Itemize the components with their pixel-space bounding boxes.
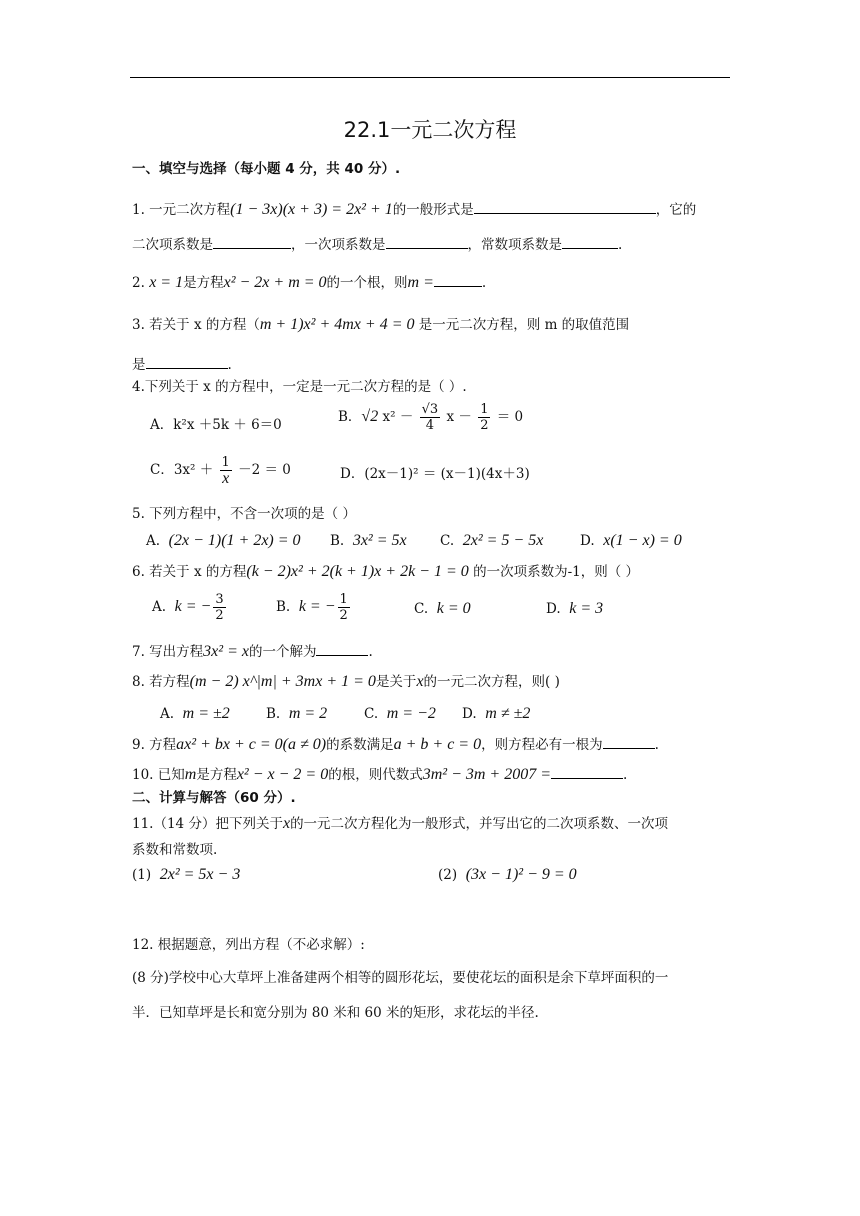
option-equation: x(1 − x) = 0 — [603, 532, 682, 549]
q11-part-1 — [132, 866, 240, 884]
option-label: A. — [146, 533, 161, 549]
q8-option-b[interactable] — [266, 705, 327, 723]
q6-option-a[interactable] — [152, 592, 228, 623]
q6-option-b[interactable] — [276, 592, 352, 623]
q7-text: 7. 写出方程 — [132, 644, 204, 660]
q11-text-2: 的一元二次方程化为一般形式，并写出它的二次项系数、一次项 — [290, 816, 669, 832]
option-label: C. — [440, 533, 455, 549]
q4-option-b-label: B． — [338, 409, 362, 425]
option-equation: k = − — [174, 598, 212, 615]
question-5-stem: 5. 下列方程中，不含一次项的是（ ） — [132, 506, 356, 522]
fraction-numerator: 1 — [339, 592, 348, 607]
option-equation: k = 0 — [436, 600, 471, 617]
q8-option-a[interactable] — [160, 705, 230, 723]
question-11-line-1 — [132, 815, 668, 833]
option-label: D. — [546, 601, 561, 617]
q3-text-4: . — [227, 357, 232, 373]
option-equation: m = 2 — [288, 705, 328, 722]
q9-text-2: 的系数满足 — [326, 737, 394, 753]
question-2 — [132, 272, 486, 292]
option-label: B. — [330, 533, 345, 549]
q4-option-a[interactable]: A．k²x ＋5k ＋ 6＝0 — [150, 417, 282, 433]
option-equation: m = ±2 — [182, 705, 230, 722]
q9-equation-2: a + b + c = 0 — [393, 736, 482, 753]
fraction-denominator: 2 — [480, 418, 489, 433]
q2-number: 2. — [132, 275, 145, 291]
q10-expression: 3m² − 3m + 2007 = — [422, 766, 552, 783]
q10-text-3: 的根，则代数式 — [328, 767, 423, 783]
q2-equation-1: x = 1 — [149, 274, 184, 291]
option-equation: 2x² = 5 − 5x — [462, 532, 544, 549]
option-equation: m ≠ ±2 — [485, 705, 531, 722]
part-equation: 2x² = 5x − 3 — [159, 866, 241, 883]
q10-text: 10. 已知 — [132, 767, 185, 783]
option-label: A. — [160, 706, 175, 722]
q2-text-3: . — [481, 275, 487, 291]
q2-text: 是方程 — [183, 275, 224, 291]
q8-variable: x — [416, 673, 424, 690]
question-12-line-3: 半．已知草坪是长和宽分别为 80 米和 60 米的矩形，求花坛的半径. — [132, 1005, 539, 1021]
q3-answer-blank[interactable] — [146, 354, 228, 369]
q1-text-5: ，一次项系数是 — [291, 237, 386, 253]
section-2-heading: 二、计算与解答（60 分）. — [132, 790, 296, 806]
q5-option-b[interactable] — [330, 532, 407, 550]
q7-text-2: 的一个解为 — [248, 644, 317, 660]
question-10 — [132, 764, 627, 784]
q4-option-c-term: C．3x² ＋ — [150, 462, 214, 478]
q6-equation: (k − 2)x² + 2(k + 1)x + 2k − 1 = 0 — [246, 563, 469, 580]
q11-part-2 — [438, 866, 577, 884]
fraction-numerator: √3 — [421, 402, 439, 417]
q2-equation-2: x² − 2x + m = 0 — [223, 274, 327, 291]
q9-answer-blank[interactable] — [603, 734, 655, 749]
q8-text-2: 是关于 — [375, 674, 417, 690]
q4-option-c-fraction — [220, 455, 232, 486]
question-4-stem: 4.下列关于 x 的方程中，一定是一元二次方程的是（ ）. — [132, 379, 467, 395]
q6-option-a-fraction — [213, 592, 225, 623]
q6-option-d[interactable] — [546, 600, 603, 618]
q1-text: 1. 一元二次方程 — [132, 202, 231, 218]
q6-text: 6. 若关于 x 的方程 — [132, 564, 247, 580]
q11-text: 11.（14 分）把下列关于 — [132, 816, 283, 832]
header-rule — [130, 77, 730, 78]
question-7 — [132, 641, 373, 661]
q7-equation: 3x² = x — [203, 643, 249, 660]
q11-variable: x — [282, 815, 291, 832]
option-equation: k = 3 — [569, 600, 604, 617]
q1-text-6: ，常数项系数是 — [467, 237, 562, 253]
q2-variable: m = — [407, 274, 434, 291]
part-label: (2) — [438, 867, 458, 883]
q8-option-d[interactable] — [462, 705, 530, 723]
q6-option-c[interactable] — [414, 600, 471, 618]
option-equation: (2x − 1)(1 + 2x) = 0 — [168, 532, 301, 549]
q4-option-c[interactable] — [150, 455, 291, 486]
q2-answer-blank[interactable] — [434, 272, 482, 287]
q1-equation: (1 − 3x)(x + 3) = 2x² + 1 — [230, 201, 393, 218]
q3-text: 3. 若关于 x 的方程（ — [132, 317, 260, 333]
q1-answer-blank-linear-coef[interactable] — [386, 234, 468, 249]
q7-text-3: . — [368, 644, 373, 660]
question-3-line-2 — [132, 354, 232, 374]
q4-option-b-term-2: x － — [446, 409, 472, 425]
q8-equation: (m − 2) x^|m| + 3mx + 1 = 0 — [189, 673, 376, 690]
option-label: A. — [152, 599, 167, 615]
part-equation: (3x − 1)² − 9 = 0 — [465, 866, 577, 883]
question-12-stem: 12. 根据题意，列出方程（不必求解）: — [132, 937, 365, 953]
page-title: 22.1一元二次方程 — [343, 118, 517, 142]
fraction-numerator: 1 — [480, 402, 489, 417]
option-equation: 3x² = 5x — [352, 532, 407, 549]
question-12-line-2: (8 分)学校中心大草坪上准备建两个相等的圆形花坛，要使花坛的面积是余下草坪面积的一 — [132, 970, 669, 986]
fraction-denominator: 2 — [215, 608, 224, 623]
q3-text-2: 是一元二次方程，则 m 的取值范围 — [418, 317, 630, 333]
question-11-line-2: 系数和常数项. — [132, 842, 218, 858]
q7-answer-blank[interactable] — [316, 641, 368, 656]
fraction-numerator: 1 — [221, 455, 230, 470]
q10-variable: m — [184, 766, 197, 783]
q9-equation: ax² + bx + c = 0(a ≠ 0) — [176, 736, 327, 753]
option-label: B. — [266, 706, 281, 722]
q8-option-c[interactable] — [364, 705, 436, 723]
option-label: C. — [414, 601, 429, 617]
question-8-stem — [132, 673, 560, 691]
fraction-denominator: 2 — [339, 608, 348, 623]
q10-answer-blank[interactable] — [551, 764, 623, 779]
q5-option-c[interactable] — [440, 532, 543, 550]
q10-text-4: . — [623, 767, 628, 783]
question-1-line-2 — [132, 234, 622, 254]
q6-option-b-fraction — [338, 592, 350, 623]
q1-answer-blank-constant[interactable] — [562, 234, 618, 249]
q4-option-d[interactable]: D．(2x－1)² ＝ (x－1)(4x＋3) — [340, 466, 530, 482]
q3-equation: m + 1)x² + 4mx + 4 = 0 — [259, 316, 415, 333]
q4-option-b-rhs: ＝ 0 — [496, 409, 524, 425]
q3-text-3: 是 — [132, 357, 146, 373]
part-label: (1) — [132, 867, 152, 883]
q8-text: 8. 若方程 — [132, 674, 190, 690]
question-9 — [132, 734, 659, 754]
q4-option-b-term: x² － — [382, 409, 414, 425]
option-equation: m = −2 — [386, 705, 436, 722]
question-1-line-1 — [132, 199, 696, 219]
q1-text-7: . — [618, 237, 623, 253]
q4-option-b[interactable] — [338, 402, 523, 433]
q9-text-3: ，则方程必有一根为 — [481, 737, 603, 753]
q4-option-b-sqrt2: √2 — [361, 408, 379, 425]
option-label: D. — [580, 533, 595, 549]
fraction-numerator: 3 — [215, 592, 224, 607]
q4-option-b-fraction-2 — [478, 402, 490, 433]
q4-option-b-fraction-1 — [420, 402, 441, 433]
option-label: D. — [462, 706, 477, 722]
question-3-line-1 — [132, 316, 629, 334]
q9-text: 9. 方程 — [132, 737, 177, 753]
q5-option-d[interactable] — [580, 532, 682, 550]
q1-text-2: 的一般形式是 — [392, 202, 474, 218]
section-1-heading: 一、填空与选择（每小题 4 分，共 40 分）. — [132, 161, 401, 177]
q10-equation: x² − x − 2 = 0 — [236, 766, 329, 783]
q1-text-3: ，它的 — [655, 202, 697, 218]
option-label: C. — [364, 706, 379, 722]
q9-text-4: . — [654, 737, 659, 753]
q1-answer-blank-quadratic-coef[interactable] — [213, 234, 291, 249]
q10-text-2: 是方程 — [196, 767, 237, 783]
q8-text-3: 的一元二次方程，则( ) — [423, 674, 560, 690]
option-equation: k = − — [298, 598, 336, 615]
q6-text-2: 的一次项系数为-1，则（ ） — [473, 564, 640, 580]
q1-answer-blank-general-form[interactable] — [474, 199, 656, 214]
option-label: B. — [276, 599, 291, 615]
fraction-denominator: x — [222, 470, 230, 487]
fraction-denominator: 4 — [425, 418, 435, 433]
q2-text-2: 的一个根，则 — [326, 275, 408, 291]
question-6-stem — [132, 563, 639, 581]
q5-option-a[interactable] — [146, 532, 301, 550]
q4-option-c-rest: －2 ＝ 0 — [238, 462, 291, 478]
q1-text-4: 二次项系数是 — [132, 237, 213, 253]
